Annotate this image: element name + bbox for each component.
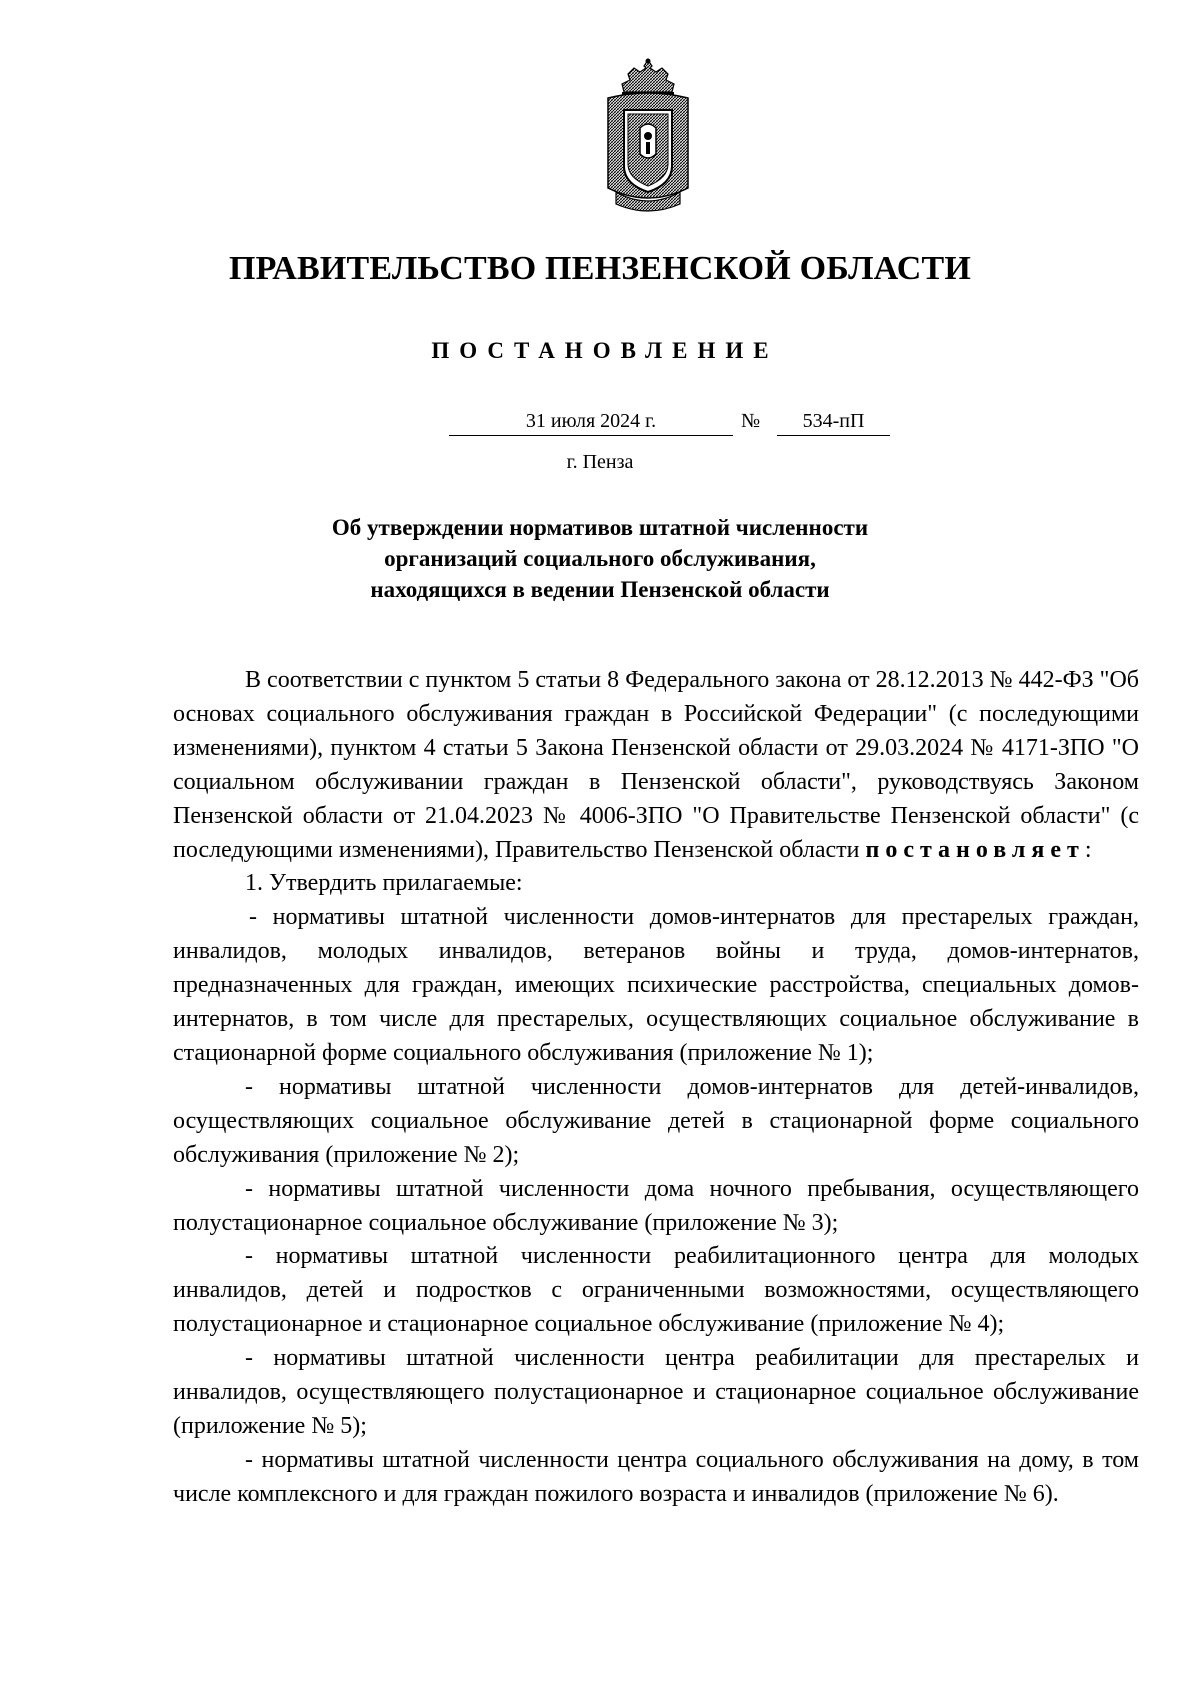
resolves-word: постановляет: [865, 836, 1085, 863]
number-sign: №: [741, 410, 761, 432]
document-number: 534-пП: [777, 410, 890, 436]
date-number-row: [0, 410, 1200, 440]
document-date: 31 июля 2024 г.: [449, 410, 733, 436]
document-body: [173, 664, 1139, 1512]
preamble-text: В соответствии с пунктом 5 статьи 8 Федерального закона от 28.12.2013 № 442-ФЗ "Об основах социального обслуживания граждан в Российской Федерации" (с последующими изменениями), пунктом 4 статьи 5 Закона Пензенской области от 29.03.2024 № 4171-ЗПО "О социальном обслуживании граждан в Пензенской области", руководствуясь Законом Пензенской области от 21.04.2023 № 4006-ЗПО "О Правительстве Пензенской области" (с последующими изменениями), Правительство Пензенской области: [173, 667, 1139, 863]
organization-name: ПРАВИТЕЛЬСТВО ПЕНЗЕНСКОЙ ОБЛАСТИ: [228, 250, 971, 287]
title-line: организаций социального обслуживания,: [384, 546, 816, 571]
city: г. Пенза: [566, 451, 634, 473]
preamble-paragraph: [173, 664, 1139, 867]
title-line: Об утверждении нормативов штатной численности: [331, 515, 869, 540]
title-line: находящихся в ведении Пензенской области: [370, 577, 830, 602]
list-item: - нормативы штатной численности дома ночного пребывания, осуществляющего полустационарное социальное обслуживание (приложение № 3);: [173, 1175, 1139, 1236]
list-item: - нормативы штатной численности домов-интернатов для детей-инвалидов, осуществляющих социальное обслуживание детей в стационарной форме социального обслуживания (приложение № 2);: [173, 1073, 1139, 1168]
document-type: ПОСТАНОВЛЕНИЕ: [431, 338, 779, 363]
point-1: 1. Утвердить прилагаемые:: [245, 870, 523, 897]
list-item: - нормативы штатной численности реабилитационного центра для молодых инвалидов, детей и подростков с ограниченными возможностями, осуществляющего полустационарное и стационарное социальное обслуживание (приложение № 4);: [173, 1243, 1139, 1338]
list-item: - нормативы штатной численности домов-интернатов для престарелых граждан, инвалидов, молодых инвалидов, ветеранов войны и труда, домов-интернатов, предназначенных для граждан, имеющих психические расстройства, специальных домов-интернатов, в том числе для престарелых, осуществляющих социальное обслуживание в стационарной форме социального обслуживания (приложение № 1);: [173, 904, 1139, 1066]
list-item: - нормативы штатной численности центра социального обслуживания на дому, в том числе комплексного и для граждан пожилого возраста и инвалидов (приложение № 6).: [173, 1446, 1139, 1507]
document-title: [0, 512, 1200, 605]
resolves-colon: :: [1084, 836, 1092, 863]
list-item: - нормативы штатной численности центра реабилитации для престарелых и инвалидов, осуществляющего полустационарное и стационарное социальное обслуживание (приложение № 5);: [173, 1345, 1139, 1439]
coat-of-arms-icon: [606, 58, 690, 218]
